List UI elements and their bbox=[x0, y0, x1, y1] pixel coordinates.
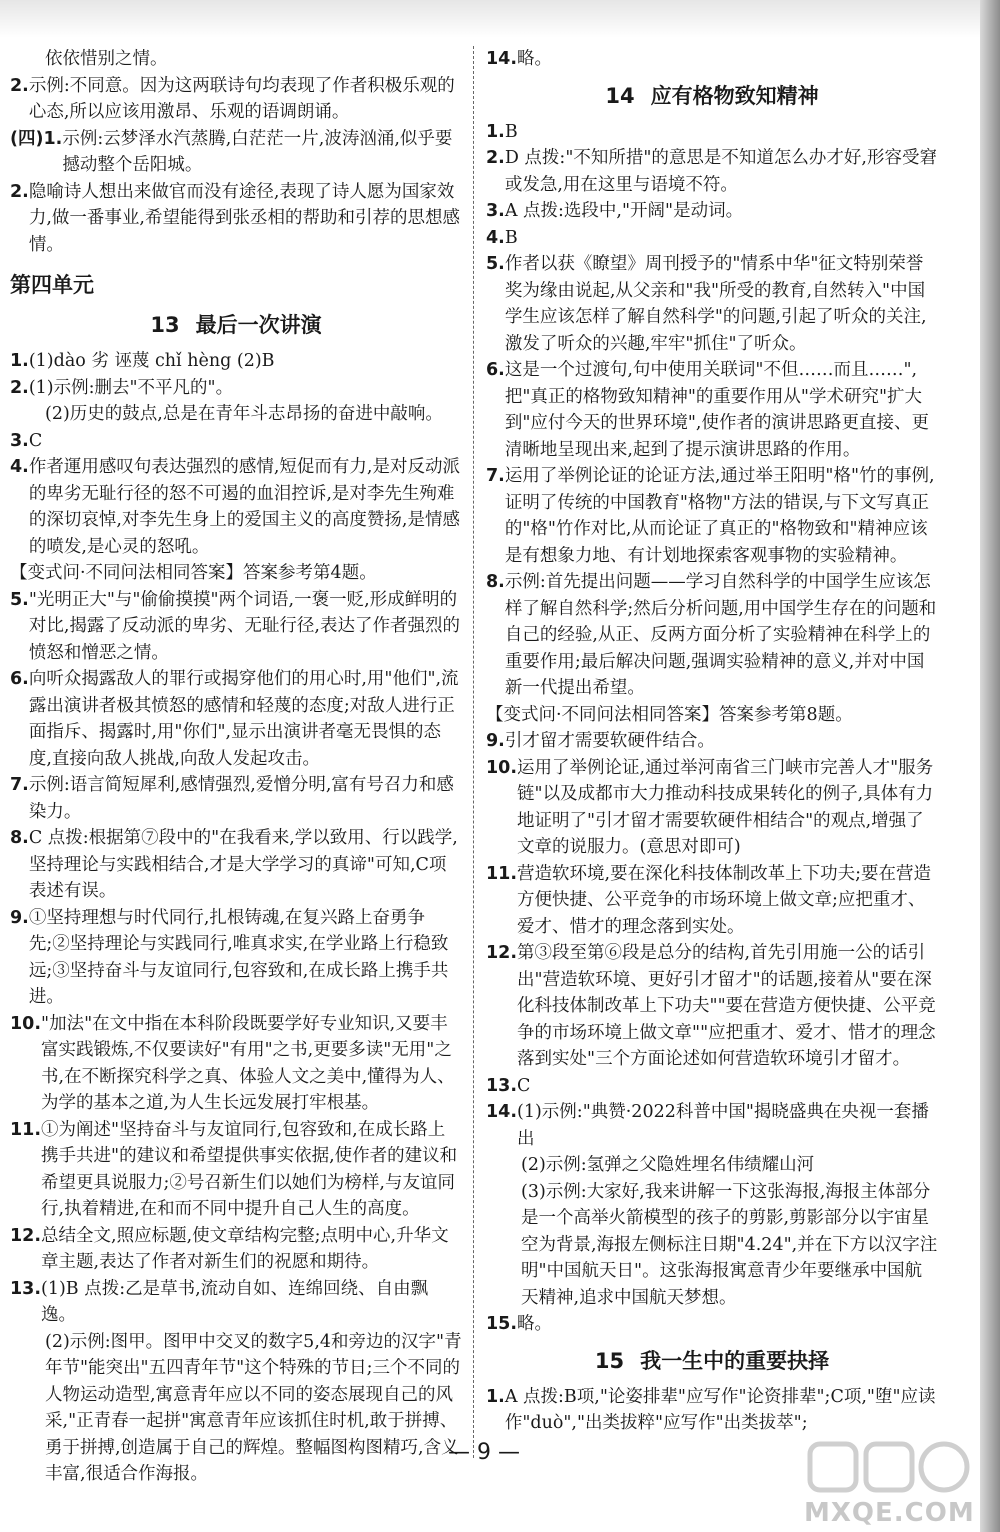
answer-text: 引才留才需要软硬件结合。 bbox=[504, 731, 715, 751]
answer-item bbox=[486, 728, 938, 755]
answer-item bbox=[10, 1223, 462, 1276]
answer-continuation: (2)示例:氢弹之父隐姓埋名伟绩耀山河 bbox=[521, 1155, 815, 1175]
lesson-number: 13 bbox=[150, 313, 180, 337]
answer-text: "加法"在文中指在本科阶段既要学好专业知识,又要丰富实践锻炼,不仅要读好"有用"之书,更要多读"无用"之书,在不断探究科学之真、体验人文之美中,懂得为人、为学的基本之道,为人生长远发展打牢根基。 bbox=[41, 1013, 455, 1113]
answer-item bbox=[10, 1011, 462, 1117]
answer-text: (1)dào 劣 诬蔑 chǐ hèng (2)B bbox=[28, 351, 275, 371]
answer-text: B bbox=[504, 227, 518, 248]
answer-item bbox=[10, 73, 462, 126]
answer-text: A 点拨:选段中,"开阔"是动词。 bbox=[504, 201, 744, 221]
answer-item bbox=[10, 587, 462, 667]
answer-number: 8. bbox=[10, 828, 29, 848]
answer-text: 略。 bbox=[517, 1314, 553, 1334]
answer-item bbox=[486, 1384, 938, 1437]
answer-number: 14. bbox=[486, 1102, 518, 1122]
answer-note: 【变式问·不同问法相同答案】答案参考第4题。 bbox=[10, 563, 377, 583]
answer-number: 11. bbox=[10, 1119, 42, 1140]
answer-stamp-logo-icon bbox=[804, 1438, 974, 1500]
answer-item bbox=[486, 225, 938, 252]
lesson-number: 15 bbox=[594, 1348, 625, 1373]
answer-number: 5. bbox=[10, 589, 29, 610]
watermark-text: MXQE.COM bbox=[804, 1498, 975, 1528]
answer-number: 1. bbox=[10, 351, 29, 371]
answer-text: 运用了举例论证的论证方法,通过举王阳明"格"竹的事例,证明了传统的中国教育"格物"方法的错误,与下文写真正的"格"竹作对比,从而论证了真正的"格物致和"精神应该是有想象力地、有计划地探索客观事物的实验精神。 bbox=[504, 466, 935, 566]
answer-number: 4. bbox=[10, 457, 29, 477]
lesson-title bbox=[486, 81, 938, 111]
answer-item bbox=[10, 179, 462, 259]
answer-number: 2. bbox=[10, 75, 29, 96]
answer-text: ①为阐述"坚持奋斗与友谊同行,包容致和,在成长路上携手共进"的建议和希望提供事实依据,使作者的建议和希望更具说服力;②号召新生们以她们为榜样,与友谊同行,执着精进,在和而不同中提升自己人生的高度。 bbox=[41, 1119, 458, 1219]
answer-text: 作者運用感叹句表达强烈的感情,短促而有力,是对反动派的卑劣无耻行径的怒不可遏的血泪控诉,是对李先生殉难的深切哀悼,对李先生身上的爱国主义的高度赞扬,是情感的喷发,是心灵的怒吼。 bbox=[28, 457, 460, 557]
answer-continuation: (2)示例:图甲。图甲中交叉的数字5,4和旁边的汉字"青年节"能突出"五四青年节"这个特殊的节日;三个不同的人物运动造型,寓意青年应以不同的姿态展现自己的风采,"正青春一起拼"寓意青年应该抓住时机,敢于拼搏、勇于拼搏,创造属于自己的辉煌。整幅图构图精巧,含义丰富,很适合作海报。 bbox=[45, 1331, 462, 1484]
answer-text: 第③段至第⑥段是总分的结构,首先引用施一公的话引出"营造软环境、更好引才留才"的话题,接着从"要在深化科技体制改革上下功夫""要在营造方便快捷、公平竞争的市场环境上做文章""应把重才、爱才、惜才的理念落到实处"三个方面论述如何营造软环境引才留才。 bbox=[517, 943, 936, 1069]
answer-item bbox=[10, 126, 462, 179]
answer-text: C 点拨:根据第⑦段中的"在我看来,学以致用、行以践学,坚持理论与实践相结合,才是大学学习的真谛"可知,C项表述有误。 bbox=[28, 828, 458, 901]
answer-text: C bbox=[517, 1075, 531, 1096]
answer-text: 隐喻诗人想出来做官而没有途径,表现了诗人愿为国家效力,做一番事业,希望能得到张丞相的帮助和引荐的思想感情。 bbox=[28, 181, 460, 255]
answer-number: 2. bbox=[486, 148, 505, 168]
answer-item bbox=[10, 428, 462, 455]
answer-text: 这是一个过渡句,句中使用关联词"不但……而且……",把"真正的格物致知精神"的重要作用从"学术研究"扩大到"应付今天的世界环境",使作者的演讲思路更直接、更清晰地呈现出来,起到了提示演讲思路的作用。 bbox=[504, 360, 929, 460]
lesson-title bbox=[10, 310, 462, 340]
answer-text: "光明正大"与"偷偷摸摸"两个词语,一褒一贬,形成鲜明的对比,揭露了反动派的卑劣、无耻行径,表达了作者强烈的愤怒和憎恶之情。 bbox=[28, 589, 460, 663]
answer-continuation: (2)历史的鼓点,总是在青年斗志昂扬的奋进中敲响。 bbox=[45, 404, 443, 424]
answer-item bbox=[10, 1117, 462, 1223]
answer-number: 2. bbox=[10, 377, 29, 398]
lesson-name: 应有格物致知精神 bbox=[650, 82, 819, 108]
answer-number: 12. bbox=[10, 1225, 42, 1246]
answer-number: 4. bbox=[486, 227, 505, 248]
unit-title: 第四单元 bbox=[10, 273, 94, 297]
answer-note: 【变式问·不同问法相同答案】答案参考第8题。 bbox=[486, 704, 853, 725]
answer-text: 示例:云梦泽水汽蒸腾,白茫茫一片,波涛汹涌,似乎要撼动整个岳阳城。 bbox=[62, 128, 453, 175]
answer-item bbox=[486, 1073, 938, 1100]
answer-item bbox=[486, 569, 938, 702]
answer-text: ①坚持理想与时代同行,扎根铸魂,在复兴路上奋勇争先;②坚持理论与实践同行,唯真求实,在学业路上行稳致远;③坚持奋斗与友谊同行,包容致和,在成长路上携手共进。 bbox=[28, 907, 449, 1007]
answer-item bbox=[486, 755, 938, 861]
answer-item bbox=[486, 46, 938, 73]
answer-number: 10. bbox=[10, 1013, 42, 1034]
answer-item bbox=[486, 357, 938, 463]
answer-number: (四)1. bbox=[10, 128, 63, 149]
answer-number: 6. bbox=[10, 669, 29, 689]
answer-number: 1. bbox=[486, 121, 505, 142]
left-column bbox=[10, 46, 462, 1488]
answer-item bbox=[10, 666, 462, 772]
answer-text: (1)示例:删去"不平凡的"。 bbox=[28, 377, 234, 398]
answer-item bbox=[486, 198, 938, 225]
answer-continuation: 依依惜别之情。 bbox=[45, 49, 168, 69]
answer-item bbox=[10, 905, 462, 1011]
answer-text: B bbox=[504, 121, 518, 142]
answer-number: 9. bbox=[10, 907, 29, 928]
answer-text: 示例:不同意。因为这两联诗句均表现了作者积极乐观的心态,所以应该用激昂、乐观的语调朗诵。 bbox=[28, 75, 455, 122]
answer-text: C bbox=[28, 430, 43, 451]
answer-number: 15. bbox=[486, 1314, 518, 1334]
lesson-title bbox=[486, 1346, 938, 1376]
answer-item bbox=[10, 772, 462, 825]
answer-number: 3. bbox=[10, 430, 29, 451]
answer-text: D 点拨:"不知所措"的意思是不知道怎么办才好,形容受窘或发急,用在这里与语境不符。 bbox=[504, 148, 937, 195]
answer-number: 13. bbox=[10, 1278, 42, 1299]
answer-text: 示例:语言简短犀利,感情强烈,爱憎分明,富有号召力和感染力。 bbox=[28, 775, 454, 822]
answer-item bbox=[486, 145, 938, 198]
answer-text: 运用了举例论证,通过举河南省三门峡市完善人才"服务链"以及成都市大力推动科技成果转化的例子,具体有力地证明了"引才留才需要软硬件相结合"的观点,增强了文章的说服力。(意思对即可) bbox=[517, 757, 934, 857]
answer-item bbox=[486, 1099, 938, 1152]
answer-number: 2. bbox=[10, 181, 29, 202]
answer-item bbox=[486, 861, 938, 941]
answer-text: A 点拨:B项,"论姿排辈"应写作"论资排辈";C项,"堕"应读作"duò","出类拔粹"应写作"出类拔萃"; bbox=[504, 1386, 936, 1433]
right-column bbox=[486, 46, 938, 1437]
answer-text: 作者以获《瞭望》周刊授予的"情系中华"征文特别荣誉奖为缘由说起,从父亲和"我"所受的教育,自然转入"中国学生应该怎样了解自然科学"的问题,引起了听众的关注,激发了听众的兴趣,牢牢"抓住"了听众。 bbox=[504, 254, 927, 354]
lesson-number: 14 bbox=[605, 83, 635, 108]
answer-number: 11. bbox=[486, 863, 518, 884]
top-scan-shade bbox=[0, 0, 1000, 38]
answer-item bbox=[10, 348, 462, 375]
answer-item bbox=[486, 119, 938, 146]
page-edge-shadow bbox=[980, 0, 1000, 1532]
column-divider bbox=[473, 46, 474, 1458]
page-number: — 9 — bbox=[448, 1440, 520, 1465]
answer-number: 3. bbox=[486, 201, 505, 221]
answer-number: 14. bbox=[486, 49, 518, 69]
watermark bbox=[804, 1438, 974, 1528]
lesson-name: 我一生中的重要抉择 bbox=[640, 1347, 830, 1373]
answer-item bbox=[486, 940, 938, 1073]
answer-number: 10. bbox=[486, 757, 518, 778]
answer-text: 营造软环境,要在深化科技体制改革上下功夫;要在营造方便快捷、公平竞争的市场环境上做文章;应把重才、爱才、惜才的理念落到实处。 bbox=[517, 863, 931, 937]
answer-item bbox=[10, 825, 462, 905]
answer-number: 12. bbox=[486, 943, 518, 963]
lesson-name: 最后一次讲演 bbox=[195, 312, 322, 337]
answer-item bbox=[10, 454, 462, 560]
answer-number: 13. bbox=[486, 1075, 518, 1096]
answer-item bbox=[486, 1311, 938, 1338]
answer-number: 5. bbox=[486, 254, 505, 274]
answer-item bbox=[486, 251, 938, 357]
answer-item bbox=[10, 375, 462, 402]
answer-text: 向听众揭露敌人的罪行或揭穿他们的用心时,用"他们",流露出演讲者极其愤怒的感情和轻蔑的态度;对敌人进行正面指斥、揭露时,用"你们",显示出演讲者毫无畏惧的态度,直接向敌人挑战,向敌人发起攻击。 bbox=[28, 669, 459, 769]
answer-text: 示例:首先提出问题——学习自然科学的中国学生应该怎样了解自然科学;然后分析问题,用中国学生存在的问题和自己的经验,从正、反两方面分析了实验精神在科学上的重要作用;最后解决问题,强调实验精神的意义,并对中国新一代提出希望。 bbox=[504, 572, 937, 698]
answer-text: 略。 bbox=[517, 49, 553, 69]
answer-text: (1)示例:"典赞·2022科普中国"揭晓盛典在央视一套播出 bbox=[517, 1102, 929, 1149]
answer-number: 9. bbox=[486, 731, 505, 751]
answer-item bbox=[486, 463, 938, 569]
answer-text: 总结全文,照应标题,使文章结构完整;点明中心,升华文章主题,表达了作者对新生们的祝愿和期待。 bbox=[41, 1225, 449, 1272]
answer-number: 8. bbox=[486, 572, 505, 592]
answer-text: (1)B 点拨:乙是草书,流动自如、连绵回绕、自由飘逸。 bbox=[41, 1278, 429, 1325]
answer-number: 7. bbox=[10, 775, 29, 795]
answer-number: 7. bbox=[486, 466, 505, 486]
answer-continuation: (3)示例:大家好,我来讲解一下这张海报,海报主体部分是一个高举火箭模型的孩子的剪影,剪影部分以宇宙星空为背景,海报左侧标注日期"4.24",并在下方以汉字注明"中国航天日"。这张海报寓意青少年要继承中国航天精神,追求中国航天梦想。 bbox=[521, 1181, 938, 1308]
answer-number: 1. bbox=[486, 1386, 505, 1407]
answer-item bbox=[10, 1276, 462, 1329]
answer-number: 6. bbox=[486, 360, 505, 380]
